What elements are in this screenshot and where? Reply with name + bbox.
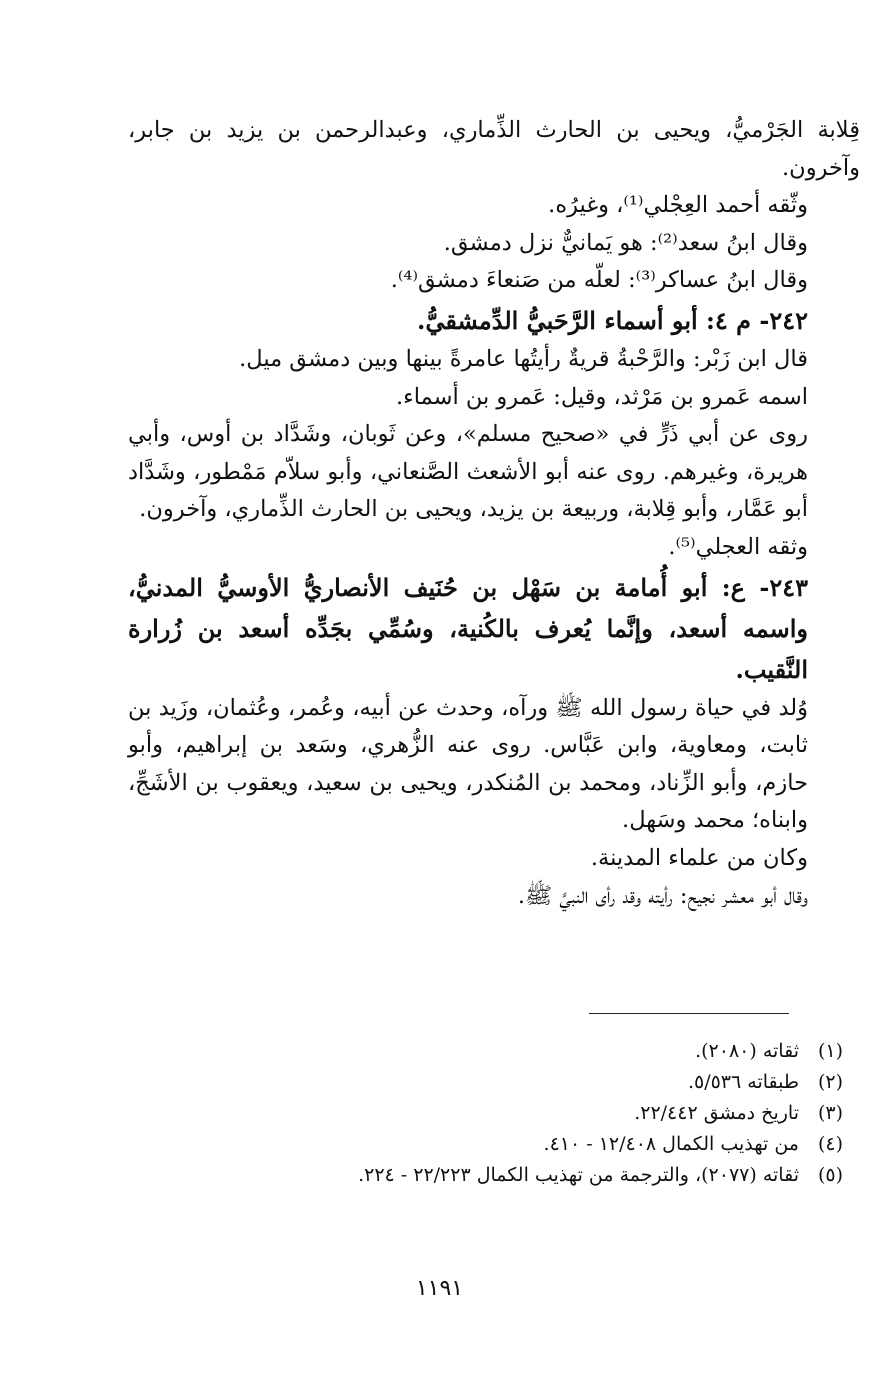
footnote-number: (٣) (817, 1102, 843, 1124)
footnote-text: ثقاته (٢٠٨٠). (695, 1040, 799, 1062)
footnote-item (123, 1160, 843, 1191)
footnotes (123, 1036, 843, 1191)
main-text (128, 112, 860, 915)
footnote-item (123, 1098, 843, 1129)
footnote-number: (١) (817, 1040, 843, 1062)
paragraph-ibn-asakir: وقال ابنُ عساكر⁽³⁾: لعلّه من صَنعاءَ دمشق⁽⁴⁾. (390, 267, 808, 294)
paragraph-birth: وُلد في حياة رسول الله ﷺ ورآه، وحدث عن أبيه، وعُمر، وعُثمان، وزَيد بن ثابت، ومعاوية، وابن عَبَّاس. روى عنه الزُّهري، وسَعد بن إبراهيم، وأبو حازم، وأبو الزِّناد، ومحمد بن المُنكدر، ويحيى بن سعيد، ويعقوب بن الأشَجِّ، وابناه؛ محمد وسَهل. (128, 694, 808, 834)
footnote-item (123, 1036, 843, 1067)
footnote-text: تاريخ دمشق ٢٢/٤٤٢. (634, 1102, 799, 1124)
footnote-divider (589, 1013, 789, 1014)
paragraph-ijli-note: وثّقه أحمد العِجْلي⁽¹⁾، وغيرُه. (548, 192, 808, 219)
footnote-number: (٤) (817, 1133, 843, 1155)
paragraph-name: اسمه عَمرو بن مَرْثد، وقيل: عَمرو بن أسماء. (396, 383, 808, 410)
paragraph-scholars: وكان من علماء المدينة. (590, 844, 808, 871)
paragraph-abu-mashar: وقال أبو معشر نجيح: رأيته وقد رأى النبيَّ ﷺ. (517, 882, 808, 909)
paragraph-narrations: روى عن أبي ذَرٍّ في «صحيح مسلم»، وعن ثَوبان، وشَدَّاد بن أوس، وأبي هريرة، وغيرهم. روى عنه أبو الأشعث الصَّنعاني، وأبو سلاّم مَمْطور، وشَدَّاد أبو عَمَّار، وأبو قِلابة، وربيعة بن يزيد، ويحيى بن الحارث الذِّماري، وآخرون. (128, 421, 808, 523)
footnote-text: من تهذيب الكمال ١٢/٤٠٨ - ٤١٠. (543, 1133, 799, 1155)
footnote-text: ثقاته (٢٠٧٧)، والترجمة من تهذيب الكمال ٢٢/٢٢٣ - ٢٢٤. (358, 1164, 799, 1186)
paragraph-ibn-saad: وقال ابنُ سعد⁽²⁾: هو يَمانيٌّ نزل دمشق. (443, 229, 808, 256)
paragraph-ijli-trust: وثقه العجلي⁽⁵⁾. (668, 533, 808, 560)
paragraph-ibn-zabr: قال ابن زَبْر: والرَّحْبةُ قريةٌ رأيتُها عامرةً بينها وبين دمشق ميل. (239, 345, 808, 372)
footnote-number: (٢) (817, 1071, 843, 1093)
paragraph-continuation: قِلابة الجَرْميُّ، ويحيى بن الحارث الذِّماري، وعبدالرحمن بن يزيد بن جابر، وآخرون. (128, 117, 860, 181)
footnote-item (123, 1129, 843, 1160)
footnote-number: (٥) (817, 1164, 843, 1186)
footnote-text: طبقاته ٥/٥٣٦. (687, 1071, 799, 1093)
footnote-item (123, 1067, 843, 1098)
entry-heading-242: ٢٤٢- م ٤: أبو أسماء الرَّحَبيُّ الدِّمشقيُّ. (416, 305, 808, 335)
entry-heading-243: ٢٤٣- ع: أبو أُمامة بن سَهْل بن حُنَيف الأنصاريُّ الأوسيُّ المدنيُّ، واسمه أسعد، وإنَّما يُعرف بالكُنية، وسُمِّي بجَدِّه أسعد بن زُرارة النَّقيب. (128, 572, 808, 684)
page-number: ١١٩١ (415, 1276, 464, 1301)
